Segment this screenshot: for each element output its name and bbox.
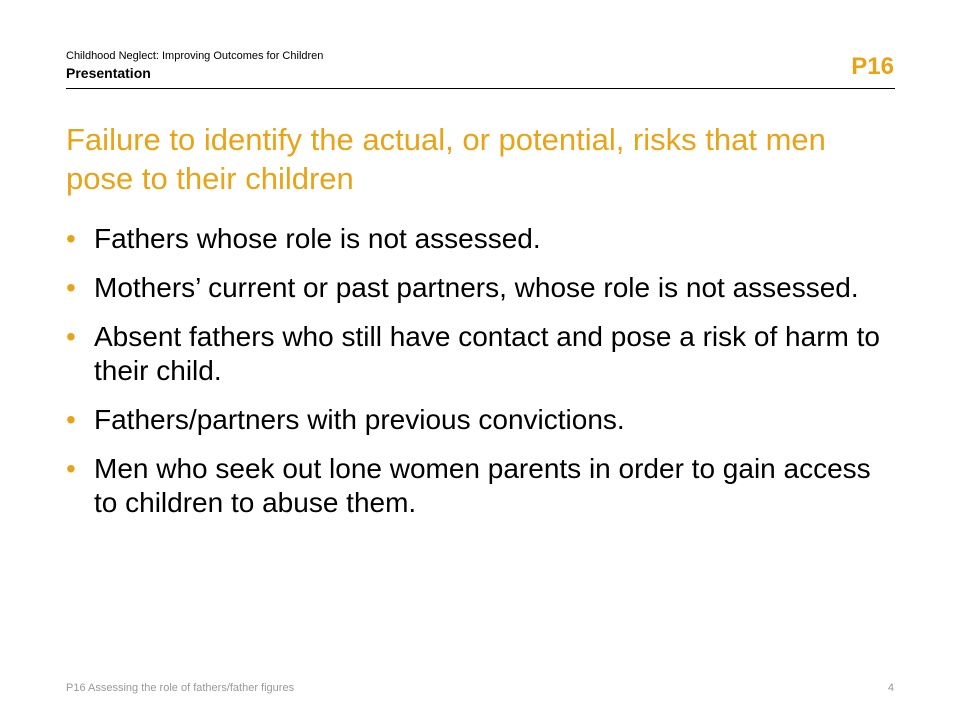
bullet-item: [66, 452, 896, 520]
bullet-dot-icon: •: [66, 223, 76, 254]
bullet-dot-icon: •: [66, 321, 76, 352]
header-divider: [66, 88, 895, 89]
bullet-text: Absent fathers who still have contact and pose a risk of harm to their child.: [94, 321, 880, 386]
bullet-text: Men who seek out lone women parents in order to gain access to children to abuse them.: [94, 453, 871, 518]
header-subtitle: Childhood Neglect: Improving Outcomes for Children: [66, 50, 324, 62]
bullet-text: Fathers whose role is not assessed.: [94, 223, 541, 254]
bullet-item: [66, 403, 896, 437]
header-section-label: Presentation: [66, 65, 151, 81]
bullet-dot-icon: •: [66, 453, 76, 484]
bullet-item: [66, 320, 896, 388]
footer-text: P16 Assessing the role of fathers/father figures: [66, 682, 295, 694]
slide-title: Failure to identify the actual, or potential, risks that men pose to their children: [66, 122, 826, 196]
bullet-item: [66, 271, 896, 305]
bullet-list: [66, 222, 896, 520]
bullet-text: Fathers/partners with previous convictions.: [94, 404, 625, 435]
bullet-dot-icon: •: [66, 404, 76, 435]
page-number: 4: [887, 682, 894, 694]
bullet-item: [66, 222, 896, 256]
slide-code: P16: [851, 53, 894, 80]
bullet-dot-icon: •: [66, 272, 76, 303]
bullet-text: Mothers’ current or past partners, whose role is not assessed.: [94, 272, 859, 303]
